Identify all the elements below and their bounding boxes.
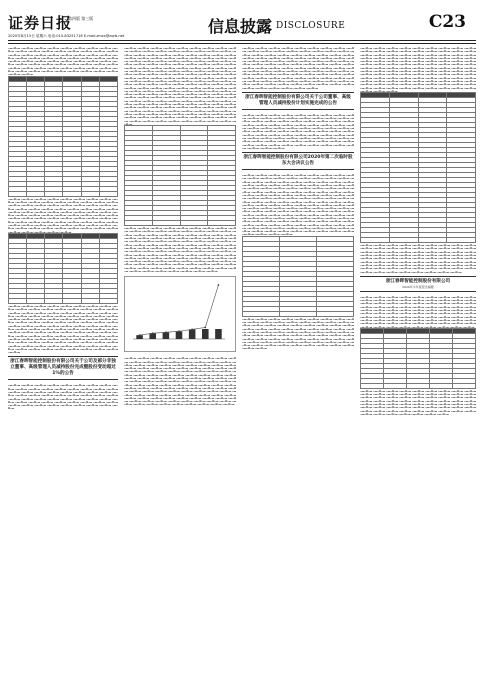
section-title-english: DISCLOSURE	[276, 21, 346, 31]
chart-bar	[189, 330, 196, 340]
table-cell	[447, 238, 476, 243]
table-cell	[81, 298, 99, 303]
body-text: ▁▂▁▃▁▂ ▁▂▁▃▁▂ ▁▂▁▃▁▂ ▁▂▁▃▁▂ ▁▂▁▃▁▂ ▁▂▁▃▁▂ ▁▂▁▃▁▂ ▁▂▁▃▁▂ ▁▂▁▃▁▂ ▁▂▁▃▁▂ ▁▂▁▃▁▂ ▁▂▁▃▁▂ ▁▂▁▃▁▂ ▁▂▁▃▁▂ ▁▂▁▃▁▂ ▁▂▁▃▁▂ ▁▂▁▃▁▂ ▁▂▁▃▁▂ ▁▂▁▃▁▂ ▁▂▁▃▁▂ ▁▂▁▃▁▂ ▁▂▁▃▁▂ ▁▂▁▃▁▂ ▁▂▁▃▁▂ ▁▂▁▃▁▂ ▁▂▁▃▁▂ ▁▂▁▃▁▂ ▁▂▁▃▁▂ ▁▂▁▃▁▂ ▁▂▁▃▁▂ ▁▂▁▃▁▂ ▁▂▁▃▁▂ ▁▂▁▃▁▂ ▁▂▁▃▁▂ ▁▂▁▃▁▂ ▁▂▁▃▁▂ ▁▂▁▃▁▂ ▁▂▁▃▁▂ ▁▂▁▃▁▂ ▁▂▁▃▁▂ ▁▂▁▃▁▂ ▁▂▁▃▁▂ ▁▂▁▃▁▂ ▁▂▁▃▁▂ ▁▂▁▃▁▂ ▁▂▁▃▁▂ ▁▂▁▃▁▂ ▁▂▁▃▁▂ ▁▂▁▃▁▂ ▁▂▁▃▁▂ ▁▂▁▃▁▂ ▁▂▁▃▁▂ ▁▂▁▃▁▂ ▁▂▁▃▁▂ ▁▂▁▃▁▂ ▁▂▁▃▁▂ ▁▂▁▃▁▂ ▁▂▁▃▁▂ ▁▂▁▃▁▂ ▁▂▁▃▁▂ ▁▂▁▃▁▂ ▁▂▁▃▁▂ ▁▂▁▃▁▂ ▁▂▁▃▁▂ ▁▂▁▃▁▂ ▁▂▁▃▁▂ ▁▂▁▃▁▂ ▁▂▁▃▁▂ ▁▂▁▃▁▂ ▁▂▁▃▁▂	[360, 388, 476, 415]
table-cell	[99, 191, 117, 196]
announcement-title: 浙江春晖智能控制股份有限公司关于公司董事、高级管理人员减持股份计划实施完成的公告	[245, 94, 351, 106]
chart-point	[218, 284, 220, 286]
column-2	[124, 46, 236, 688]
table-cell	[384, 383, 407, 388]
table-cell	[99, 298, 117, 303]
announcement-header	[8, 356, 118, 380]
data-table	[242, 236, 354, 317]
section-title: 信息披露	[208, 17, 273, 36]
column-4	[360, 46, 476, 688]
data-table	[8, 76, 118, 197]
table-cell	[63, 191, 81, 196]
table-cell	[418, 238, 447, 243]
table-cell	[430, 383, 453, 388]
column-1	[8, 46, 118, 688]
newspaper-logo: 证券日报	[8, 14, 73, 32]
chart-plot	[127, 279, 231, 345]
data-table	[8, 233, 118, 304]
announcement-header	[242, 92, 354, 110]
announcement-subtitle: 2020年半年度报告摘要	[402, 284, 434, 289]
chart-point	[139, 335, 141, 337]
table-cell	[208, 221, 236, 226]
table-cell	[45, 298, 63, 303]
body-text: ▁▂▁▃▁▂ ▁▂▁▃▁▂ ▁▂▁▃▁▂ ▁▂▁▃▁▂ ▁▂▁▃▁▂ ▁▂▁▃▁▂ ▁▂▁▃▁▂ ▁▂▁▃▁▂ ▁▂▁▃▁▂ ▁▂▁▃▁▂ ▁▂▁▃▁▂ ▁▂▁▃▁▂ ▁▂▁▃▁▂ ▁▂▁▃▁▂ ▁▂▁▃▁▂ ▁▂▁▃▁▂ ▁▂▁▃▁▂ ▁▂▁▃▁▂ ▁▂▁▃▁▂ ▁▂▁▃▁▂ ▁▂▁▃▁▂ ▁▂▁▃▁▂ ▁▂▁▃▁▂ ▁▂▁▃▁▂ ▁▂▁▃▁▂ ▁▂▁▃▁▂ ▁▂▁▃▁▂ ▁▂▁▃▁▂ ▁▂▁▃▁▂ ▁▂▁▃▁▂ ▁▂▁▃▁▂ ▁▂▁▃▁▂ ▁▂▁▃▁▂ ▁▂▁▃▁▂ ▁▂▁▃▁▂ ▁▂▁▃▁▂ ▁▂▁▃▁▂ ▁▂▁▃▁▂ ▁▂▁▃▁▂ ▁▂▁▃▁▂ ▁▂▁▃▁▂ ▁▂▁▃▁▂ ▁▂▁▃▁▂ ▁▂▁▃▁▂ ▁▂▁▃▁▂ ▁▂▁▃▁▂ ▁▂▁▃▁▂ ▁▂▁▃▁▂ ▁▂▁▃▁▂ ▁▂▁▃▁▂ ▁▂▁▃▁▂ ▁▂▁▃▁▂ ▁▂▁▃▁▂ ▁▂▁▃▁▂ ▁▂▁▃▁▂ ▁▂▁▃▁▂ ▁▂▁▃▁▂ ▁▂▁▃▁▂ ▁▂▁▃▁▂ ▁▂▁▃▁▂ ▁▂▁▃▁▂ ▁▂▁▃▁▂ ▁▂▁▃▁▂ ▁▂▁▃▁▂ ▁▂▁▃▁▂ ▁▂▁▃▁▂ ▁▂▁▃▁▂ ▁▂▁▃▁▂ ▁▂▁▃▁▂ ▁▂▁▃▁▂ ▁▂▁▃▁▂ ▁▂▁▃▁▂ ▁▂▁▃▁▂ ▁▂▁▃▁▂ ▁▂▁▃▁▂ ▁▂▁▃▁▂ ▁▂▁▃▁▂ ▁▂▁▃▁▂ ▁▂▁▃▁▂ ▁▂▁▃▁▂ ▁▂▁▃▁▂ ▁▂▁▃▁▂ ▁▂▁▃▁▂ ▁▂▁▃▁▂ ▁▂▁▃▁▂ ▁▂▁▃▁▂ ▁▂▁▃▁▂ ▁▂▁▃▁▂ ▁▂▁▃▁▂ ▁▂▁▃▁▂ ▁▂▁▃▁▂ ▁▂▁▃▁▂ ▁▂▁▃▁▂ ▁▂▁▃▁▂ ▁▂▁▃▁▂ ▁▂▁▃▁▂ ▁▂▁▃▁▂ ▁▂▁▃▁▂ ▁▂▁▃▁▂ ▁▂▁▃▁▂ ▁▂▁▃▁▂ ▁▂▁▃▁▂ ▁▂▁▃▁▂ ▁▂▁▃▁▂ ▁▂▁▃▁▂ ▁▂▁▃▁▂ ▁▂▁▃▁▂ ▁▂▁▃▁▂ ▁▂▁▃▁▂ ▁▂▁▃▁▂ ▁▂▁▃▁▂ ▁▂▁▃▁▂ ▁▂▁▃▁▂ ▁▂▁▃▁▂ ▁▂▁▃▁▂ ▁▂▁▃▁▂ ▁▂▁▃▁▂ ▁▂▁▃▁▂ ▁▂▁▃▁▂ ▁▂▁▃▁▂ ▁▂▁▃▁▂ ▁▂▁▃▁▂ ▁▂▁▃▁▂ ▁▂▁▃▁▂ ▁▂▁▃▁▂ ▁▂▁▃▁▂ ▁▂▁▃▁▂ ▁▂▁▃▁▂ ▁▂▁▃▁▂ ▁▂▁▃▁▂ ▁▂▁▃▁▂ ▁▂▁▃▁▂ ▁▂▁▃▁▂ ▁▂▁▃▁▂ ▁▂▁▃▁▂ ▁▂▁▃▁▂ ▁▂▁▃▁▂ ▁▂▁▃▁▂ ▁▂▁▃▁▂ ▁▂▁▃▁▂ ▁▂▁▃▁▂ ▁▂▁▃▁▂ ▁▂▁▃▁▂ ▁▂▁▃▁▂ ▁▂▁▃▁▂ ▁▂▁▃▁▂ ▁▂▁▃▁▂ ▁▂▁▃▁▂ ▁▂▁▃▁▂ ▁▂▁▃▁▂ ▁▂▁▃▁▂ ▁▂▁▃▁▂ ▁▂▁▃▁▂ ▁▂▁▃▁▂ ▁▂▁▃▁▂ ▁▂▁▃▁▂ ▁▂▁▃▁▂ ▁▂▁▃▁▂ ▁▂▁▃▁▂ ▁▂▁▃▁▂ ▁▂▁▃▁▂ ▁▂▁▃▁▂ ▁▂▁▃▁▂ ▁▂▁▃▁▂ ▁▂▁▃▁▂ ▁▂▁▃▁▂ ▁▂▁▃▁▂ ▁▂▁▃▁▂ ▁▂▁▃▁▂ ▁▂▁▃▁▂ ▁▂▁▃▁▂ ▁▂▁▃▁▂ ▁▂▁▃▁▂ ▁▂▁▃▁▂ ▁▂▁▃▁▂ ▁▂▁▃▁▂ ▁▂▁▃▁▂ ▁▂▁▃▁▂ ▁▂▁▃▁▂ ▁▂▁▃▁▂ ▁▂▁▃▁▂ ▁▂▁▃▁▂ ▁▂▁▃▁▂ ▁▂▁▃▁▂ ▁▂▁▃▁▂ ▁▂▁▃▁▂ ▁▂▁▃▁▂ ▁▂▁▃▁▂ ▁▂▁▃▁▂ ▁▂▁▃▁▂ ▁▂▁▃▁▂ ▁▂▁▃▁▂ ▁▂▁▃▁▂ ▁▂▁▃▁▂ ▁▂▁▃▁▂ ▁▂▁▃▁▂ ▁▂▁▃▁▂ ▁▂▁▃▁▂ ▁▂▁▃▁▂ ▁▂▁▃▁▂	[124, 46, 236, 125]
data-table	[360, 92, 476, 243]
chart-bar	[163, 333, 170, 340]
table-cell	[389, 238, 418, 243]
body-text: ▁▂▁▃▁▂ ▁▂▁▃▁▂ ▁▂▁▃▁▂ ▁▂▁▃▁▂ ▁▂▁▃▁▂ ▁▂▁▃▁▂ ▁▂▁▃▁▂ ▁▂▁▃▁▂ ▁▂▁▃▁▂ ▁▂▁▃▁▂ ▁▂▁▃▁▂ ▁▂▁▃▁▂ ▁▂▁▃▁▂ ▁▂▁▃▁▂ ▁▂▁▃▁▂ ▁▂▁▃▁▂ ▁▂▁▃▁▂ ▁▂▁▃▁▂ ▁▂▁▃▁▂ ▁▂▁▃▁▂ ▁▂▁▃▁▂ ▁▂▁▃▁▂ ▁▂▁▃▁▂ ▁▂▁▃▁▂ ▁▂▁▃▁▂ ▁▂▁▃▁▂ ▁▂▁▃▁▂ ▁▂▁▃▁▂ ▁▂▁▃▁▂ ▁▂▁▃▁▂ ▁▂▁▃▁▂ ▁▂▁▃▁▂ ▁▂▁▃▁▂ ▁▂▁▃▁▂ ▁▂▁▃▁▂ ▁▂▁▃▁▂ ▁▂▁▃▁▂ ▁▂▁▃▁▂ ▁▂▁▃▁▂ ▁▂▁▃▁▂ ▁▂▁▃▁▂ ▁▂▁▃▁▂ ▁▂▁▃▁▂ ▁▂▁▃▁▂ ▁▂▁▃▁▂ ▁▂▁▃▁▂ ▁▂▁▃▁▂ ▁▂▁▃▁▂ ▁▂▁▃▁▂ ▁▂▁▃▁▂ ▁▂▁▃▁▂ ▁▂▁▃▁▂ ▁▂▁▃▁▂ ▁▂▁▃▁▂ ▁▂▁▃▁▂ ▁▂▁▃▁▂ ▁▂▁▃▁▂ ▁▂▁▃▁▂ ▁▂▁▃▁▂ ▁▂▁▃▁▂ ▁▂▁▃▁▂ ▁▂▁▃▁▂ ▁▂▁▃▁▂ ▁▂▁▃▁▂ ▁▂▁▃▁▂ ▁▂▁▃▁▂ ▁▂▁▃▁▂ ▁▂▁▃▁▂ ▁▂▁▃▁▂ ▁▂▁▃▁▂ ▁▂▁▃▁▂ ▁▂▁▃▁▂ ▁▂▁▃▁▂ ▁▂▁▃▁▂ ▁▂▁▃▁▂ ▁▂▁▃▁▂ ▁▂▁▃▁▂ ▁▂▁▃▁▂ ▁▂▁▃▁▂ ▁▂▁▃▁▂ ▁▂▁▃▁▂ ▁▂▁▃▁▂ ▁▂▁▃▁▂ ▁▂▁▃▁▂ ▁▂▁▃▁▂ ▁▂▁▃▁▂ ▁▂▁▃▁▂ ▁▂▁▃▁▂ ▁▂▁▃▁▂ ▁▂▁▃▁▂	[8, 196, 118, 233]
announcement-title: 浙江春晖智能控制股份有限公司2020年第二次临时股东大会决议公告	[243, 155, 353, 167]
announcement-header	[360, 276, 476, 292]
table-cell	[45, 191, 63, 196]
edition-label: 第四版 第三版	[68, 16, 94, 21]
chart-point	[204, 327, 206, 329]
body-text: ▁▂▁▃▁▂ ▁▂▁▃▁▂ ▁▂▁▃▁▂ ▁▂▁▃▁▂ ▁▂▁▃▁▂ ▁▂▁▃▁▂ ▁▂▁▃▁▂ ▁▂▁▃▁▂ ▁▂▁▃▁▂ ▁▂▁▃▁▂ ▁▂▁▃▁▂ ▁▂▁▃▁▂ ▁▂▁▃▁▂ ▁▂▁▃▁▂ ▁▂▁▃▁▂ ▁▂▁▃▁▂ ▁▂▁▃▁▂ ▁▂▁▃▁▂ ▁▂▁▃▁▂ ▁▂▁▃▁▂ ▁▂▁▃▁▂ ▁▂▁▃▁▂ ▁▂▁▃▁▂ ▁▂▁▃▁▂ ▁▂▁▃▁▂ ▁▂▁▃▁▂ ▁▂▁▃▁▂ ▁▂▁▃▁▂ ▁▂▁▃▁▂ ▁▂▁▃▁▂ ▁▂▁▃▁▂ ▁▂▁▃▁▂ ▁▂▁▃▁▂ ▁▂▁▃▁▂ ▁▂▁▃▁▂ ▁▂▁▃▁▂ ▁▂▁▃▁▂ ▁▂▁▃▁▂ ▁▂▁▃▁▂ ▁▂▁▃▁▂ ▁▂▁▃▁▂ ▁▂▁▃▁▂ ▁▂▁▃▁▂ ▁▂▁▃▁▂ ▁▂▁▃▁▂ ▁▂▁▃▁▂ ▁▂▁▃▁▂ ▁▂▁▃▁▂ ▁▂▁▃▁▂ ▁▂▁▃▁▂ ▁▂▁▃▁▂ ▁▂▁▃▁▂ ▁▂▁▃▁▂ ▁▂▁▃▁▂ ▁▂▁▃▁▂ ▁▂▁▃▁▂ ▁▂▁▃▁▂ ▁▂▁▃▁▂ ▁▂▁▃▁▂ ▁▂▁▃▁▂ ▁▂▁▃▁▂ ▁▂▁▃▁▂ ▁▂▁▃▁▂ ▁▂▁▃▁▂ ▁▂▁▃▁▂ ▁▂▁▃▁▂ ▁▂▁▃▁▂ ▁▂▁▃▁▂ ▁▂▁▃▁▂ ▁▂▁▃▁▂ ▁▂▁▃▁▂ ▁▂▁▃▁▂ ▁▂▁▃▁▂ ▁▂▁▃▁▂ ▁▂▁▃▁▂ ▁▂▁▃▁▂ ▁▂▁▃▁▂ ▁▂▁▃▁▂ ▁▂▁▃▁▂ ▁▂▁▃▁▂ ▁▂▁▃▁▂ ▁▂▁▃▁▂ ▁▂▁▃▁▂ ▁▂▁▃▁▂ ▁▂▁▃▁▂ ▁▂▁▃▁▂ ▁▂▁▃▁▂ ▁▂▁▃▁▂ ▁▂▁▃▁▂ ▁▂▁▃▁▂ ▁▂▁▃▁▂ ▁▂▁▃▁▂ ▁▂▁▃▁▂ ▁▂▁▃▁▂ ▁▂▁▃▁▂ ▁▂▁▃▁▂ ▁▂▁▃▁▂ ▁▂▁▃▁▂ ▁▂▁▃▁▂ ▁▂▁▃▁▂ ▁▂▁▃▁▂ ▁▂▁▃▁▂ ▁▂▁▃▁▂ ▁▂▁▃▁▂ ▁▂▁▃▁▂ ▁▂▁▃▁▂ ▁▂▁▃▁▂ ▁▂▁▃▁▂ ▁▂▁▃▁▂ ▁▂▁▃▁▂	[242, 46, 354, 89]
body-text: ▁▂▁▃▁▂ ▁▂▁▃▁▂ ▁▂▁▃▁▂ ▁▂▁▃▁▂ ▁▂▁▃▁▂ ▁▂▁▃▁▂ ▁▂▁▃▁▂ ▁▂▁▃▁▂ ▁▂▁▃▁▂ ▁▂▁▃▁▂ ▁▂▁▃▁▂ ▁▂▁▃▁▂ ▁▂▁▃▁▂ ▁▂▁▃▁▂ ▁▂▁▃▁▂ ▁▂▁▃▁▂ ▁▂▁▃▁▂ ▁▂▁▃▁▂ ▁▂▁▃▁▂ ▁▂▁▃▁▂ ▁▂▁▃▁▂ ▁▂▁▃▁▂ ▁▂▁▃▁▂ ▁▂▁▃▁▂ ▁▂▁▃▁▂ ▁▂▁▃▁▂ ▁▂▁▃▁▂ ▁▂▁▃▁▂ ▁▂▁▃▁▂ ▁▂▁▃▁▂ ▁▂▁▃▁▂ ▁▂▁▃▁▂ ▁▂▁▃▁▂ ▁▂▁▃▁▂ ▁▂▁▃▁▂ ▁▂▁▃▁▂ ▁▂▁▃▁▂ ▁▂▁▃▁▂ ▁▂▁▃▁▂ ▁▂▁▃▁▂ ▁▂▁▃▁▂ ▁▂▁▃▁▂ ▁▂▁▃▁▂ ▁▂▁▃▁▂ ▁▂▁▃▁▂ ▁▂▁▃▁▂ ▁▂▁▃▁▂ ▁▂▁▃▁▂ ▁▂▁▃▁▂ ▁▂▁▃▁▂ ▁▂▁▃▁▂ ▁▂▁▃▁▂ ▁▂▁▃▁▂ ▁▂▁▃▁▂ ▁▂▁▃▁▂ ▁▂▁▃▁▂ ▁▂▁▃▁▂ ▁▂▁▃▁▂ ▁▂▁▃▁▂ ▁▂▁▃▁▂ ▁▂▁▃▁▂ ▁▂▁▃▁▂ ▁▂▁▃▁▂ ▁▂▁▃▁▂ ▁▂▁▃▁▂ ▁▂▁▃▁▂ ▁▂▁▃▁▂ ▁▂▁▃▁▂ ▁▂▁▃▁▂ ▁▂▁▃▁▂ ▁▂▁▃▁▂ ▁▂▁▃▁▂ ▁▂▁▃▁▂ ▁▂▁▃▁▂ ▁▂▁▃▁▂ ▁▂▁▃▁▂ ▁▂▁▃▁▂ ▁▂▁▃▁▂ ▁▂▁▃▁▂ ▁▂▁▃▁▂	[242, 316, 354, 350]
table-cell	[361, 383, 384, 388]
table-cell	[453, 383, 476, 388]
table-cell	[152, 221, 180, 226]
body-text: ▁▂▁▃▁▂ ▁▂▁▃▁▂ ▁▂▁▃▁▂ ▁▂▁▃▁▂ ▁▂▁▃▁▂ ▁▂▁▃▁▂ ▁▂▁▃▁▂ ▁▂▁▃▁▂ ▁▂▁▃▁▂ ▁▂▁▃▁▂ ▁▂▁▃▁▂ ▁▂▁▃▁▂ ▁▂▁▃▁▂ ▁▂▁▃▁▂ ▁▂▁▃▁▂ ▁▂▁▃▁▂ ▁▂▁▃▁▂ ▁▂▁▃▁▂ ▁▂▁▃▁▂ ▁▂▁▃▁▂ ▁▂▁▃▁▂ ▁▂▁▃▁▂ ▁▂▁▃▁▂ ▁▂▁▃▁▂ ▁▂▁▃▁▂ ▁▂▁▃▁▂ ▁▂▁▃▁▂ ▁▂▁▃▁▂ ▁▂▁▃▁▂ ▁▂▁▃▁▂ ▁▂▁▃▁▂ ▁▂▁▃▁▂ ▁▂▁▃▁▂ ▁▂▁▃▁▂ ▁▂▁▃▁▂ ▁▂▁▃▁▂ ▁▂▁▃▁▂ ▁▂▁▃▁▂ ▁▂▁▃▁▂ ▁▂▁▃▁▂ ▁▂▁▃▁▂ ▁▂▁▃▁▂ ▁▂▁▃▁▂ ▁▂▁▃▁▂ ▁▂▁▃▁▂ ▁▂▁▃▁▂ ▁▂▁▃▁▂ ▁▂▁▃▁▂ ▁▂▁▃▁▂ ▁▂▁▃▁▂ ▁▂▁▃▁▂ ▁▂▁▃▁▂ ▁▂▁▃▁▂ ▁▂▁▃▁▂ ▁▂▁▃▁▂ ▁▂▁▃▁▂ ▁▂▁▃▁▂ ▁▂▁▃▁▂ ▁▂▁▃▁▂ ▁▂▁▃▁▂ ▁▂▁▃▁▂ ▁▂▁▃▁▂ ▁▂▁▃▁▂ ▁▂▁▃▁▂ ▁▂▁▃▁▂ ▁▂▁▃▁▂ ▁▂▁▃▁▂ ▁▂▁▃▁▂ ▁▂▁▃▁▂ ▁▂▁▃▁▂ ▁▂▁▃▁▂ ▁▂▁▃▁▂ ▁▂▁▃▁▂ ▁▂▁▃▁▂ ▁▂▁▃▁▂ ▁▂▁▃▁▂ ▁▂▁▃▁▂ ▁▂▁▃▁▂ ▁▂▁▃▁▂ ▁▂▁▃▁▂	[360, 243, 476, 273]
chart-point	[191, 329, 193, 331]
column-3	[242, 46, 354, 688]
body-text: ▁▂▁▃▁▂ ▁▂▁▃▁▂ ▁▂▁▃▁▂ ▁▂▁▃▁▂ ▁▂▁▃▁▂ ▁▂▁▃▁▂ ▁▂▁▃▁▂ ▁▂▁▃▁▂ ▁▂▁▃▁▂ ▁▂▁▃▁▂ ▁▂▁▃▁▂ ▁▂▁▃▁▂ ▁▂▁▃▁▂ ▁▂▁▃▁▂ ▁▂▁▃▁▂ ▁▂▁▃▁▂ ▁▂▁▃▁▂ ▁▂▁▃▁▂ ▁▂▁▃▁▂ ▁▂▁▃▁▂ ▁▂▁▃▁▂ ▁▂▁▃▁▂ ▁▂▁▃▁▂ ▁▂▁▃▁▂ ▁▂▁▃▁▂ ▁▂▁▃▁▂ ▁▂▁▃▁▂ ▁▂▁▃▁▂ ▁▂▁▃▁▂ ▁▂▁▃▁▂ ▁▂▁▃▁▂ ▁▂▁▃▁▂ ▁▂▁▃▁▂ ▁▂▁▃▁▂ ▁▂▁▃▁▂ ▁▂▁▃▁▂ ▁▂▁▃▁▂ ▁▂▁▃▁▂ ▁▂▁▃▁▂ ▁▂▁▃▁▂ ▁▂▁▃▁▂ ▁▂▁▃▁▂ ▁▂▁▃▁▂ ▁▂▁▃▁▂ ▁▂▁▃▁▂ ▁▂▁▃▁▂ ▁▂▁▃▁▂ ▁▂▁▃▁▂ ▁▂▁▃▁▂ ▁▂▁▃▁▂ ▁▂▁▃▁▂ ▁▂▁▃▁▂ ▁▂▁▃▁▂ ▁▂▁▃▁▂ ▁▂▁▃▁▂ ▁▂▁▃▁▂ ▁▂▁▃▁▂ ▁▂▁▃▁▂ ▁▂▁▃▁▂ ▁▂▁▃▁▂ ▁▂▁▃▁▂ ▁▂▁▃▁▂ ▁▂▁▃▁▂ ▁▂▁▃▁▂ ▁▂▁▃▁▂ ▁▂▁▃▁▂ ▁▂▁▃▁▂ ▁▂▁▃▁▂ ▁▂▁▃▁▂ ▁▂▁▃▁▂ ▁▂▁▃▁▂ ▁▂▁▃▁▂ ▁▂▁▃▁▂ ▁▂▁▃▁▂ ▁▂▁▃▁▂ ▁▂▁▃▁▂ ▁▂▁▃▁▂ ▁▂▁▃▁▂ ▁▂▁▃▁▂ ▁▂▁▃▁▂ ▁▂▁▃▁▂ ▁▂▁▃▁▂ ▁▂▁▃▁▂ ▁▂▁▃▁▂ ▁▂▁▃▁▂ ▁▂▁▃▁▂ ▁▂▁▃▁▂ ▁▂▁▃▁▂ ▁▂▁▃▁▂ ▁▂▁▃▁▂	[360, 294, 476, 328]
chart-point	[178, 331, 180, 333]
body-text: ▁▂▁▃▁▂ ▁▂▁▃▁▂ ▁▂▁▃▁▂ ▁▂▁▃▁▂ ▁▂▁▃▁▂ ▁▂▁▃▁▂ ▁▂▁▃▁▂ ▁▂▁▃▁▂ ▁▂▁▃▁▂ ▁▂▁▃▁▂ ▁▂▁▃▁▂ ▁▂▁▃▁▂ ▁▂▁▃▁▂ ▁▂▁▃▁▂ ▁▂▁▃▁▂ ▁▂▁▃▁▂ ▁▂▁▃▁▂ ▁▂▁▃▁▂ ▁▂▁▃▁▂ ▁▂▁▃▁▂ ▁▂▁▃▁▂ ▁▂▁▃▁▂ ▁▂▁▃▁▂ ▁▂▁▃▁▂ ▁▂▁▃▁▂ ▁▂▁▃▁▂ ▁▂▁▃▁▂ ▁▂▁▃▁▂ ▁▂▁▃▁▂ ▁▂▁▃▁▂ ▁▂▁▃▁▂ ▁▂▁▃▁▂ ▁▂▁▃▁▂ ▁▂▁▃▁▂ ▁▂▁▃▁▂ ▁▂▁▃▁▂ ▁▂▁▃▁▂ ▁▂▁▃▁▂ ▁▂▁▃▁▂ ▁▂▁▃▁▂ ▁▂▁▃▁▂ ▁▂▁▃▁▂ ▁▂▁▃▁▂ ▁▂▁▃▁▂ ▁▂▁▃▁▂ ▁▂▁▃▁▂ ▁▂▁▃▁▂ ▁▂▁▃▁▂ ▁▂▁▃▁▂ ▁▂▁▃▁▂ ▁▂▁▃▁▂ ▁▂▁▃▁▂ ▁▂▁▃▁▂ ▁▂▁▃▁▂ ▁▂▁▃▁▂ ▁▂▁▃▁▂ ▁▂▁▃▁▂ ▁▂▁▃▁▂ ▁▂▁▃▁▂ ▁▂▁▃▁▂ ▁▂▁▃▁▂ ▁▂▁▃▁▂ ▁▂▁▃▁▂ ▁▂▁▃▁▂ ▁▂▁▃▁▂ ▁▂▁▃▁▂ ▁▂▁▃▁▂ ▁▂▁▃▁▂ ▁▂▁▃▁▂ ▁▂▁▃▁▂ ▁▂▁▃▁▂ ▁▂▁▃▁▂ ▁▂▁▃▁▂ ▁▂▁▃▁▂ ▁▂▁▃▁▂ ▁▂▁▃▁▂ ▁▂▁▃▁▂ ▁▂▁▃▁▂ ▁▂▁▃▁▂ ▁▂▁▃▁▂ ▁▂▁▃▁▂ ▁▂▁▃▁▂ ▁▂▁▃▁▂ ▁▂▁▃▁▂ ▁▂▁▃▁▂ ▁▂▁▃▁▂ ▁▂▁▃▁▂ ▁▂▁▃▁▂ ▁▂▁▃▁▂ ▁▂▁▃▁▂ ▁▂▁▃▁▂ ▁▂▁▃▁▂ ▁▂▁▃▁▂ ▁▂▁▃▁▂ ▁▂▁▃▁▂ ▁▂▁▃▁▂ ▁▂▁▃▁▂ ▁▂▁▃▁▂ ▁▂▁▃▁▂ ▁▂▁▃▁▂ ▁▂▁▃▁▂ ▁▂▁▃▁▂ ▁▂▁▃▁▂ ▁▂▁▃▁▂ ▁▂▁▃▁▂ ▁▂▁▃▁▂ ▁▂▁▃▁▂ ▁▂▁▃▁▂ ▁▂▁▃▁▂ ▁▂▁▃▁▂ ▁▂▁▃▁▂ ▁▂▁▃▁▂ ▁▂▁▃▁▂ ▁▂▁▃▁▂ ▁▂▁▃▁▂ ▁▂▁▃▁▂ ▁▂▁▃▁▂ ▁▂▁▃▁▂ ▁▂▁▃▁▂ ▁▂▁▃▁▂ ▁▂▁▃▁▂ ▁▂▁▃▁▂ ▁▂▁▃▁▂ ▁▂▁▃▁▂ ▁▂▁▃▁▂ ▁▂▁▃▁▂ ▁▂▁▃▁▂ ▁▂▁▃▁▂ ▁▂▁▃▁▂ ▁▂▁▃▁▂	[124, 356, 236, 406]
table-cell	[63, 298, 81, 303]
announcement-header	[242, 152, 354, 170]
chart-point	[152, 333, 154, 335]
table-cell	[125, 221, 153, 226]
body-text: ▁▂▁▃▁▂ ▁▂▁▃▁▂ ▁▂▁▃▁▂ ▁▂▁▃▁▂ ▁▂▁▃▁▂ ▁▂▁▃▁▂ ▁▂▁▃▁▂ ▁▂▁▃▁▂ ▁▂▁▃▁▂ ▁▂▁▃▁▂ ▁▂▁▃▁▂ ▁▂▁▃▁▂ ▁▂▁▃▁▂ ▁▂▁▃▁▂ ▁▂▁▃▁▂ ▁▂▁▃▁▂ ▁▂▁▃▁▂ ▁▂▁▃▁▂ ▁▂▁▃▁▂ ▁▂▁▃▁▂ ▁▂▁▃▁▂ ▁▂▁▃▁▂ ▁▂▁▃▁▂ ▁▂▁▃▁▂ ▁▂▁▃▁▂ ▁▂▁▃▁▂ ▁▂▁▃▁▂ ▁▂▁▃▁▂ ▁▂▁▃▁▂ ▁▂▁▃▁▂ ▁▂▁▃▁▂ ▁▂▁▃▁▂ ▁▂▁▃▁▂ ▁▂▁▃▁▂ ▁▂▁▃▁▂ ▁▂▁▃▁▂ ▁▂▁▃▁▂ ▁▂▁▃▁▂ ▁▂▁▃▁▂ ▁▂▁▃▁▂ ▁▂▁▃▁▂ ▁▂▁▃▁▂ ▁▂▁▃▁▂ ▁▂▁▃▁▂ ▁▂▁▃▁▂ ▁▂▁▃▁▂ ▁▂▁▃▁▂ ▁▂▁▃▁▂ ▁▂▁▃▁▂ ▁▂▁▃▁▂ ▁▂▁▃▁▂ ▁▂▁▃▁▂ ▁▂▁▃▁▂ ▁▂▁▃▁▂ ▁▂▁▃▁▂ ▁▂▁▃▁▂ ▁▂▁▃▁▂ ▁▂▁▃▁▂ ▁▂▁▃▁▂ ▁▂▁▃▁▂ ▁▂▁▃▁▂ ▁▂▁▃▁▂ ▁▂▁▃▁▂ ▁▂▁▃▁▂ ▁▂▁▃▁▂ ▁▂▁▃▁▂ ▁▂▁▃▁▂ ▁▂▁▃▁▂ ▁▂▁▃▁▂ ▁▂▁▃▁▂ ▁▂▁▃▁▂ ▁▂▁▃▁▂ ▁▂▁▃▁▂ ▁▂▁▃▁▂ ▁▂▁▃▁▂ ▁▂▁▃▁▂ ▁▂▁▃▁▂ ▁▂▁▃▁▂ ▁▂▁▃▁▂ ▁▂▁▃▁▂ ▁▂▁▃▁▂ ▁▂▁▃▁▂ ▁▂▁▃▁▂ ▁▂▁▃▁▂ ▁▂▁▃▁▂ ▁▂▁▃▁▂ ▁▂▁▃▁▂ ▁▂▁▃▁▂ ▁▂▁▃▁▂ ▁▂▁▃▁▂ ▁▂▁▃▁▂ ▁▂▁▃▁▂ ▁▂▁▃▁▂ ▁▂▁▃▁▂ ▁▂▁▃▁▂ ▁▂▁▃▁▂ ▁▂▁▃▁▂ ▁▂▁▃▁▂ ▁▂▁▃▁▂ ▁▂▁▃▁▂ ▁▂▁▃▁▂ ▁▂▁▃▁▂ ▁▂▁▃▁▂ ▁▂▁▃▁▂ ▁▂▁▃▁▂ ▁▂▁▃▁▂ ▁▂▁▃▁▂ ▁▂▁▃▁▂ ▁▂▁▃▁▂ ▁▂▁▃▁▂ ▁▂▁▃▁▂ ▁▂▁▃▁▂ ▁▂▁▃▁▂ ▁▂▁▃▁▂ ▁▂▁▃▁▂ ▁▂▁▃▁▂ ▁▂▁▃▁▂ ▁▂▁▃▁▂ ▁▂▁▃▁▂ ▁▂▁▃▁▂	[8, 303, 118, 354]
body-text: ▁▂▁▃▁▂ ▁▂▁▃▁▂ ▁▂▁▃▁▂ ▁▂▁▃▁▂ ▁▂▁▃▁▂ ▁▂▁▃▁▂ ▁▂▁▃▁▂ ▁▂▁▃▁▂ ▁▂▁▃▁▂ ▁▂▁▃▁▂ ▁▂▁▃▁▂ ▁▂▁▃▁▂ ▁▂▁▃▁▂ ▁▂▁▃▁▂ ▁▂▁▃▁▂ ▁▂▁▃▁▂ ▁▂▁▃▁▂ ▁▂▁▃▁▂ ▁▂▁▃▁▂ ▁▂▁▃▁▂ ▁▂▁▃▁▂ ▁▂▁▃▁▂ ▁▂▁▃▁▂ ▁▂▁▃▁▂ ▁▂▁▃▁▂ ▁▂▁▃▁▂ ▁▂▁▃▁▂ ▁▂▁▃▁▂ ▁▂▁▃▁▂ ▁▂▁▃▁▂ ▁▂▁▃▁▂ ▁▂▁▃▁▂ ▁▂▁▃▁▂ ▁▂▁▃▁▂ ▁▂▁▃▁▂ ▁▂▁▃▁▂ ▁▂▁▃▁▂ ▁▂▁▃▁▂ ▁▂▁▃▁▂ ▁▂▁▃▁▂ ▁▂▁▃▁▂ ▁▂▁▃▁▂ ▁▂▁▃▁▂ ▁▂▁▃▁▂ ▁▂▁▃▁▂ ▁▂▁▃▁▂ ▁▂▁▃▁▂ ▁▂▁▃▁▂ ▁▂▁▃▁▂ ▁▂▁▃▁▂ ▁▂▁▃▁▂ ▁▂▁▃▁▂ ▁▂▁▃▁▂ ▁▂▁▃▁▂ ▁▂▁▃▁▂ ▁▂▁▃▁▂ ▁▂▁▃▁▂ ▁▂▁▃▁▂ ▁▂▁▃▁▂ ▁▂▁▃▁▂ ▁▂▁▃▁▂ ▁▂▁▃▁▂ ▁▂▁▃▁▂ ▁▂▁▃▁▂ ▁▂▁▃▁▂ ▁▂▁▃▁▂ ▁▂▁▃▁▂ ▁▂▁▃▁▂ ▁▂▁▃▁▂ ▁▂▁▃▁▂ ▁▂▁▃▁▂ ▁▂▁▃▁▂ ▁▂▁▃▁▂ ▁▂▁▃▁▂ ▁▂▁▃▁▂ ▁▂▁▃▁▂ ▁▂▁▃▁▂ ▁▂▁▃▁▂ ▁▂▁▃▁▂ ▁▂▁▃▁▂ ▁▂▁▃▁▂ ▁▂▁▃▁▂ ▁▂▁▃▁▂ ▁▂▁▃▁▂ ▁▂▁▃▁▂ ▁▂▁▃▁▂ ▁▂▁▃▁▂ ▁▂▁▃▁▂ ▁▂▁▃▁▂ ▁▂▁▃▁▂ ▁▂▁▃▁▂ ▁▂▁▃▁▂ ▁▂▁▃▁▂ ▁▂▁▃▁▂ ▁▂▁▃▁▂ ▁▂▁▃▁▂ ▁▂▁▃▁▂ ▁▂▁▃▁▂ ▁▂▁▃▁▂ ▁▂▁▃▁▂ ▁▂▁▃▁▂ ▁▂▁▃▁▂ ▁▂▁▃▁▂ ▁▂▁▃▁▂ ▁▂▁▃▁▂ ▁▂▁▃▁▂ ▁▂▁▃▁▂ ▁▂▁▃▁▂ ▁▂▁▃▁▂ ▁▂▁▃▁▂ ▁▂▁▃▁▂ ▁▂▁▃▁▂ ▁▂▁▃▁▂ ▁▂▁▃▁▂ ▁▂▁▃▁▂ ▁▂▁▃▁▂ ▁▂▁▃▁▂ ▁▂▁▃▁▂ ▁▂▁▃▁▂ ▁▂▁▃▁▂	[124, 226, 236, 272]
header-rule	[8, 40, 476, 41]
table-cell	[9, 191, 27, 196]
body-text: ▁▂▁▃▁▂ ▁▂▁▃▁▂ ▁▂▁▃▁▂ ▁▂▁▃▁▂ ▁▂▁▃▁▂ ▁▂▁▃▁▂ ▁▂▁▃▁▂ ▁▂▁▃▁▂ ▁▂▁▃▁▂ ▁▂▁▃▁▂ ▁▂▁▃▁▂ ▁▂▁▃▁▂ ▁▂▁▃▁▂ ▁▂▁▃▁▂ ▁▂▁▃▁▂ ▁▂▁▃▁▂ ▁▂▁▃▁▂ ▁▂▁▃▁▂ ▁▂▁▃▁▂ ▁▂▁▃▁▂ ▁▂▁▃▁▂ ▁▂▁▃▁▂ ▁▂▁▃▁▂ ▁▂▁▃▁▂ ▁▂▁▃▁▂ ▁▂▁▃▁▂ ▁▂▁▃▁▂ ▁▂▁▃▁▂ ▁▂▁▃▁▂ ▁▂▁▃▁▂ ▁▂▁▃▁▂ ▁▂▁▃▁▂ ▁▂▁▃▁▂ ▁▂▁▃▁▂ ▁▂▁▃▁▂ ▁▂▁▃▁▂ ▁▂▁▃▁▂ ▁▂▁▃▁▂ ▁▂▁▃▁▂ ▁▂▁▃▁▂ ▁▂▁▃▁▂ ▁▂▁▃▁▂ ▁▂▁▃▁▂ ▁▂▁▃▁▂ ▁▂▁▃▁▂ ▁▂▁▃▁▂ ▁▂▁▃▁▂ ▁▂▁▃▁▂ ▁▂▁▃▁▂ ▁▂▁▃▁▂ ▁▂▁▃▁▂ ▁▂▁▃▁▂ ▁▂▁▃▁▂ ▁▂▁▃▁▂ ▁▂▁▃▁▂ ▁▂▁▃▁▂ ▁▂▁▃▁▂ ▁▂▁▃▁▂ ▁▂▁▃▁▂ ▁▂▁▃▁▂	[8, 383, 118, 410]
chart-point	[165, 332, 167, 334]
announcement-title: 浙江春晖智能控制股份有限公司	[385, 278, 451, 284]
chart-bar	[176, 332, 183, 340]
table-cell	[27, 298, 45, 303]
body-text: ▁▂▁▃▁▂ ▁▂▁▃▁▂ ▁▂▁▃▁▂ ▁▂▁▃▁▂ ▁▂▁▃▁▂ ▁▂▁▃▁▂ ▁▂▁▃▁▂ ▁▂▁▃▁▂ ▁▂▁▃▁▂ ▁▂▁▃▁▂ ▁▂▁▃▁▂ ▁▂▁▃▁▂ ▁▂▁▃▁▂ ▁▂▁▃▁▂ ▁▂▁▃▁▂ ▁▂▁▃▁▂ ▁▂▁▃▁▂ ▁▂▁▃▁▂ ▁▂▁▃▁▂ ▁▂▁▃▁▂ ▁▂▁▃▁▂ ▁▂▁▃▁▂ ▁▂▁▃▁▂ ▁▂▁▃▁▂ ▁▂▁▃▁▂ ▁▂▁▃▁▂ ▁▂▁▃▁▂ ▁▂▁▃▁▂ ▁▂▁▃▁▂ ▁▂▁▃▁▂ ▁▂▁▃▁▂ ▁▂▁▃▁▂ ▁▂▁▃▁▂ ▁▂▁▃▁▂ ▁▂▁▃▁▂ ▁▂▁▃▁▂ ▁▂▁▃▁▂ ▁▂▁▃▁▂ ▁▂▁▃▁▂ ▁▂▁▃▁▂ ▁▂▁▃▁▂ ▁▂▁▃▁▂ ▁▂▁▃▁▂ ▁▂▁▃▁▂ ▁▂▁▃▁▂ ▁▂▁▃▁▂ ▁▂▁▃▁▂ ▁▂▁▃▁▂ ▁▂▁▃▁▂ ▁▂▁▃▁▂ ▁▂▁▃▁▂ ▁▂▁▃▁▂ ▁▂▁▃▁▂ ▁▂▁▃▁▂ ▁▂▁▃▁▂ ▁▂▁▃▁▂ ▁▂▁▃▁▂ ▁▂▁▃▁▂ ▁▂▁▃▁▂ ▁▂▁▃▁▂ ▁▂▁▃▁▂ ▁▂▁▃▁▂ ▁▂▁▃▁▂ ▁▂▁▃▁▂ ▁▂▁▃▁▂ ▁▂▁▃▁▂ ▁▂▁▃▁▂ ▁▂▁▃▁▂ ▁▂▁▃▁▂ ▁▂▁▃▁▂	[8, 46, 118, 76]
table-cell	[27, 191, 45, 196]
table-cell	[280, 311, 317, 316]
chart-line	[140, 285, 219, 335]
body-text: ▁▂▁▃▁▂ ▁▂▁▃▁▂ ▁▂▁▃▁▂ ▁▂▁▃▁▂ ▁▂▁▃▁▂ ▁▂▁▃▁▂ ▁▂▁▃▁▂ ▁▂▁▃▁▂ ▁▂▁▃▁▂ ▁▂▁▃▁▂ ▁▂▁▃▁▂ ▁▂▁▃▁▂ ▁▂▁▃▁▂ ▁▂▁▃▁▂ ▁▂▁▃▁▂ ▁▂▁▃▁▂ ▁▂▁▃▁▂ ▁▂▁▃▁▂ ▁▂▁▃▁▂ ▁▂▁▃▁▂ ▁▂▁▃▁▂ ▁▂▁▃▁▂ ▁▂▁▃▁▂ ▁▂▁▃▁▂ ▁▂▁▃▁▂ ▁▂▁▃▁▂ ▁▂▁▃▁▂ ▁▂▁▃▁▂ ▁▂▁▃▁▂ ▁▂▁▃▁▂ ▁▂▁▃▁▂ ▁▂▁▃▁▂ ▁▂▁▃▁▂ ▁▂▁▃▁▂ ▁▂▁▃▁▂ ▁▂▁▃▁▂ ▁▂▁▃▁▂ ▁▂▁▃▁▂ ▁▂▁▃▁▂ ▁▂▁▃▁▂ ▁▂▁▃▁▂ ▁▂▁▃▁▂ ▁▂▁▃▁▂ ▁▂▁▃▁▂ ▁▂▁▃▁▂ ▁▂▁▃▁▂ ▁▂▁▃▁▂ ▁▂▁▃▁▂ ▁▂▁▃▁▂ ▁▂▁▃▁▂ ▁▂▁▃▁▂ ▁▂▁▃▁▂ ▁▂▁▃▁▂ ▁▂▁▃▁▂ ▁▂▁▃▁▂ ▁▂▁▃▁▂ ▁▂▁▃▁▂ ▁▂▁▃▁▂ ▁▂▁▃▁▂ ▁▂▁▃▁▂ ▁▂▁▃▁▂ ▁▂▁▃▁▂ ▁▂▁▃▁▂ ▁▂▁▃▁▂ ▁▂▁▃▁▂ ▁▂▁▃▁▂ ▁▂▁▃▁▂ ▁▂▁▃▁▂ ▁▂▁▃▁▂ ▁▂▁▃▁▂ ▁▂▁▃▁▂ ▁▂▁▃▁▂ ▁▂▁▃▁▂ ▁▂▁▃▁▂ ▁▂▁▃▁▂ ▁▂▁▃▁▂ ▁▂▁▃▁▂ ▁▂▁▃▁▂ ▁▂▁▃▁▂ ▁▂▁▃▁▂ ▁▂▁▃▁▂ ▁▂▁▃▁▂ ▁▂▁▃▁▂ ▁▂▁▃▁▂ ▁▂▁▃▁▂ ▁▂▁▃▁▂ ▁▂▁▃▁▂ ▁▂▁▃▁▂ ▁▂▁▃▁▂ ▁▂▁▃▁▂ ▁▂▁▃▁▂ ▁▂▁▃▁▂ ▁▂▁▃▁▂ ▁▂▁▃▁▂ ▁▂▁▃▁▂ ▁▂▁▃▁▂ ▁▂▁▃▁▂ ▁▂▁▃▁▂ ▁▂▁▃▁▂ ▁▂▁▃▁▂ ▁▂▁▃▁▂ ▁▂▁▃▁▂ ▁▂▁▃▁▂ ▁▂▁▃▁▂ ▁▂▁▃▁▂ ▁▂▁▃▁▂ ▁▂▁▃▁▂ ▁▂▁▃▁▂ ▁▂▁▃▁▂ ▁▂▁▃▁▂ ▁▂▁▃▁▂ ▁▂▁▃▁▂ ▁▂▁▃▁▂ ▁▂▁▃▁▂ ▁▂▁▃▁▂ ▁▂▁▃▁▂ ▁▂▁▃▁▂ ▁▂▁▃▁▂ ▁▂▁▃▁▂ ▁▂▁▃▁▂	[360, 46, 476, 92]
announcement-title: 浙江春晖智能控制股份有限公司关于公司及部分非独立董事、高级管理人员减持股份完成暨股份变动超过1%的公告	[10, 359, 116, 377]
chart-bar	[202, 329, 209, 339]
table-cell	[407, 383, 430, 388]
table-cell	[9, 298, 27, 303]
table-cell	[180, 221, 208, 226]
table-cell	[81, 191, 99, 196]
table-cell	[361, 238, 390, 243]
bar-line-chart	[124, 276, 236, 352]
body-text: ▁▂▁▃▁▂ ▁▂▁▃▁▂ ▁▂▁▃▁▂ ▁▂▁▃▁▂ ▁▂▁▃▁▂ ▁▂▁▃▁▂ ▁▂▁▃▁▂ ▁▂▁▃▁▂ ▁▂▁▃▁▂ ▁▂▁▃▁▂ ▁▂▁▃▁▂ ▁▂▁▃▁▂ ▁▂▁▃▁▂ ▁▂▁▃▁▂ ▁▂▁▃▁▂ ▁▂▁▃▁▂ ▁▂▁▃▁▂ ▁▂▁▃▁▂ ▁▂▁▃▁▂ ▁▂▁▃▁▂ ▁▂▁▃▁▂ ▁▂▁▃▁▂ ▁▂▁▃▁▂ ▁▂▁▃▁▂ ▁▂▁▃▁▂ ▁▂▁▃▁▂ ▁▂▁▃▁▂ ▁▂▁▃▁▂ ▁▂▁▃▁▂ ▁▂▁▃▁▂ ▁▂▁▃▁▂ ▁▂▁▃▁▂ ▁▂▁▃▁▂ ▁▂▁▃▁▂ ▁▂▁▃▁▂ ▁▂▁▃▁▂ ▁▂▁▃▁▂ ▁▂▁▃▁▂ ▁▂▁▃▁▂ ▁▂▁▃▁▂ ▁▂▁▃▁▂ ▁▂▁▃▁▂ ▁▂▁▃▁▂ ▁▂▁▃▁▂ ▁▂▁▃▁▂ ▁▂▁▃▁▂ ▁▂▁▃▁▂ ▁▂▁▃▁▂ ▁▂▁▃▁▂ ▁▂▁▃▁▂ ▁▂▁▃▁▂ ▁▂▁▃▁▂ ▁▂▁▃▁▂ ▁▂▁▃▁▂ ▁▂▁▃▁▂ ▁▂▁▃▁▂ ▁▂▁▃▁▂ ▁▂▁▃▁▂ ▁▂▁▃▁▂ ▁▂▁▃▁▂ ▁▂▁▃▁▂ ▁▂▁▃▁▂ ▁▂▁▃▁▂ ▁▂▁▃▁▂ ▁▂▁▃▁▂ ▁▂▁▃▁▂ ▁▂▁▃▁▂ ▁▂▁▃▁▂ ▁▂▁▃▁▂ ▁▂▁▃▁▂ ▁▂▁▃▁▂ ▁▂▁▃▁▂ ▁▂▁▃▁▂ ▁▂▁▃▁▂ ▁▂▁▃▁▂ ▁▂▁▃▁▂ ▁▂▁▃▁▂ ▁▂▁▃▁▂ ▁▂▁▃▁▂ ▁▂▁▃▁▂ ▁▂▁▃▁▂ ▁▂▁▃▁▂ ▁▂▁▃▁▂ ▁▂▁▃▁▂ ▁▂▁▃▁▂ ▁▂▁▃▁▂ ▁▂▁▃▁▂ ▁▂▁▃▁▂ ▁▂▁▃▁▂ ▁▂▁▃▁▂ ▁▂▁▃▁▂ ▁▂▁▃▁▂ ▁▂▁▃▁▂ ▁▂▁▃▁▂ ▁▂▁▃▁▂ ▁▂▁▃▁▂ ▁▂▁▃▁▂ ▁▂▁▃▁▂ ▁▂▁▃▁▂ ▁▂▁▃▁▂ ▁▂▁▃▁▂ ▁▂▁▃▁▂ ▁▂▁▃▁▂ ▁▂▁▃▁▂ ▁▂▁▃▁▂ ▁▂▁▃▁▂ ▁▂▁▃▁▂ ▁▂▁▃▁▂ ▁▂▁▃▁▂ ▁▂▁▃▁▂ ▁▂▁▃▁▂ ▁▂▁▃▁▂ ▁▂▁▃▁▂ ▁▂▁▃▁▂ ▁▂▁▃▁▂ ▁▂▁▃▁▂ ▁▂▁▃▁▂ ▁▂▁▃▁▂ ▁▂▁▃▁▂ ▁▂▁▃▁▂ ▁▂▁▃▁▂ ▁▂▁▃▁▂ ▁▂▁▃▁▂ ▁▂▁▃▁▂ ▁▂▁▃▁▂ ▁▂▁▃▁▂ ▁▂▁▃▁▂ ▁▂▁▃▁▂ ▁▂▁▃▁▂ ▁▂▁▃▁▂ ▁▂▁▃▁▂ ▁▂▁▃▁▂ ▁▂▁▃▁▂ ▁▂▁▃▁▂ ▁▂▁▃▁▂ ▁▂▁▃▁▂ ▁▂▁▃▁▂ ▁▂▁▃▁▂ ▁▂▁▃▁▂ ▁▂▁▃▁▂ ▁▂▁▃▁▂ ▁▂▁▃▁▂ ▁▂▁▃▁▂ ▁▂▁▃▁▂ ▁▂▁▃▁▂ ▁▂▁▃▁▂ ▁▂▁▃▁▂ ▁▂▁▃▁▂ ▁▂▁▃▁▂ ▁▂▁▃▁▂ ▁▂▁▃▁▂ ▁▂▁▃▁▂ ▁▂▁▃▁▂ ▁▂▁▃▁▂ ▁▂▁▃▁▂ ▁▂▁▃▁▂ ▁▂▁▃▁▂ ▁▂▁▃▁▂ ▁▂▁▃▁▂ ▁▂▁▃▁▂	[242, 173, 354, 236]
dateline: 2020年8月15日 星期六 电话:010-83251716 E-mail:zmzx@zqrb.net	[8, 34, 125, 38]
header-rule-thin	[8, 43, 476, 44]
body-text: ▁▂▁▃▁▂ ▁▂▁▃▁▂ ▁▂▁▃▁▂ ▁▂▁▃▁▂ ▁▂▁▃▁▂ ▁▂▁▃▁▂ ▁▂▁▃▁▂ ▁▂▁▃▁▂ ▁▂▁▃▁▂ ▁▂▁▃▁▂ ▁▂▁▃▁▂ ▁▂▁▃▁▂ ▁▂▁▃▁▂ ▁▂▁▃▁▂ ▁▂▁▃▁▂ ▁▂▁▃▁▂ ▁▂▁▃▁▂ ▁▂▁▃▁▂ ▁▂▁▃▁▂ ▁▂▁▃▁▂ ▁▂▁▃▁▂ ▁▂▁▃▁▂ ▁▂▁▃▁▂ ▁▂▁▃▁▂ ▁▂▁▃▁▂ ▁▂▁▃▁▂ ▁▂▁▃▁▂ ▁▂▁▃▁▂ ▁▂▁▃▁▂ ▁▂▁▃▁▂ ▁▂▁▃▁▂ ▁▂▁▃▁▂ ▁▂▁▃▁▂ ▁▂▁▃▁▂ ▁▂▁▃▁▂ ▁▂▁▃▁▂ ▁▂▁▃▁▂ ▁▂▁▃▁▂ ▁▂▁▃▁▂ ▁▂▁▃▁▂ ▁▂▁▃▁▂ ▁▂▁▃▁▂ ▁▂▁▃▁▂ ▁▂▁▃▁▂ ▁▂▁▃▁▂ ▁▂▁▃▁▂ ▁▂▁▃▁▂ ▁▂▁▃▁▂ ▁▂▁▃▁▂ ▁▂▁▃▁▂ ▁▂▁▃▁▂ ▁▂▁▃▁▂ ▁▂▁▃▁▂ ▁▂▁▃▁▂ ▁▂▁▃▁▂ ▁▂▁▃▁▂ ▁▂▁▃▁▂ ▁▂▁▃▁▂ ▁▂▁▃▁▂ ▁▂▁▃▁▂ ▁▂▁▃▁▂ ▁▂▁▃▁▂ ▁▂▁▃▁▂ ▁▂▁▃▁▂ ▁▂▁▃▁▂ ▁▂▁▃▁▂ ▁▂▁▃▁▂ ▁▂▁▃▁▂ ▁▂▁▃▁▂ ▁▂▁▃▁▂ ▁▂▁▃▁▂ ▁▂▁▃▁▂ ▁▂▁▃▁▂ ▁▂▁▃▁▂ ▁▂▁▃▁▂ ▁▂▁▃▁▂ ▁▂▁▃▁▂ ▁▂▁▃▁▂ ▁▂▁▃▁▂ ▁▂▁▃▁▂ ▁▂▁▃▁▂ ▁▂▁▃▁▂ ▁▂▁▃▁▂ ▁▂▁▃▁▂ ▁▂▁▃▁▂ ▁▂▁▃▁▂ ▁▂▁▃▁▂ ▁▂▁▃▁▂ ▁▂▁▃▁▂ ▁▂▁▃▁▂	[242, 112, 354, 149]
chart-bar	[215, 329, 222, 339]
data-table	[360, 328, 476, 389]
masthead	[8, 12, 476, 40]
page-number: C23	[428, 12, 466, 32]
table-cell	[243, 311, 280, 316]
data-table	[124, 125, 236, 226]
table-cell	[317, 311, 354, 316]
